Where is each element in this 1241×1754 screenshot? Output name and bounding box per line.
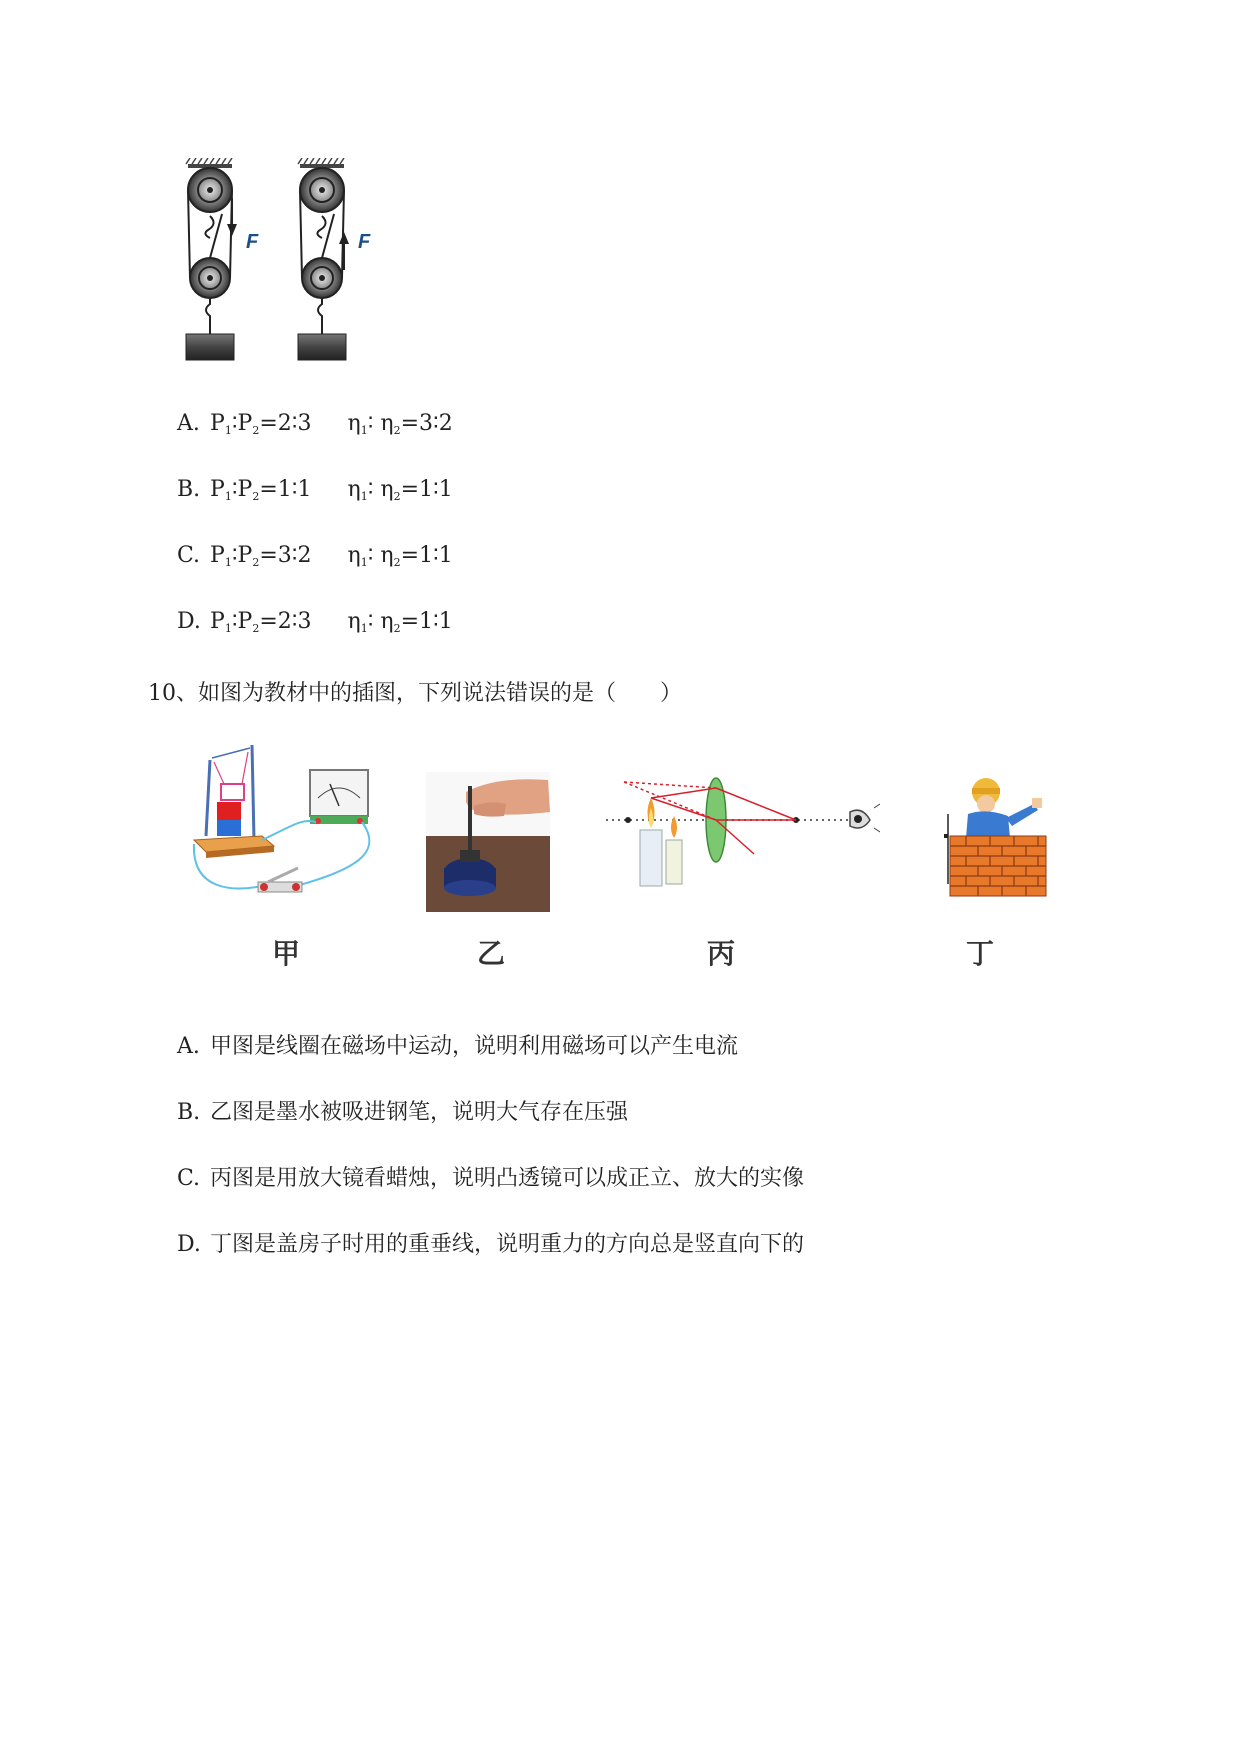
option-letter: A. (177, 411, 200, 436)
figure-label-bing: 丙 (707, 937, 736, 970)
option-text: 乙图是墨水被吸进钢笔，说明大气存在压强 (210, 1100, 629, 1125)
figure-ding (944, 774, 1048, 906)
option-letter: D. (177, 1232, 201, 1257)
pulley-system-left (186, 158, 237, 360)
option-letter: C. (177, 543, 201, 568)
q10-option-c[interactable] (177, 1161, 804, 1192)
q9-option-c[interactable]: C. $P_1∶P_2=3∶2$ $\eta_1∶$ $\eta_2=1∶1$ (177, 543, 453, 569)
pulley-system-right (298, 158, 349, 360)
q10-option-a[interactable] (177, 1029, 738, 1060)
q9-option-d[interactable]: D. $P_1∶P_2=2∶3$ $\eta_1∶$ $\eta_2=1∶1$ (177, 609, 453, 635)
option-letter: C. (177, 1166, 201, 1191)
option-letter: A. (177, 1034, 200, 1059)
figure-yi (426, 772, 550, 912)
q9-option-a[interactable]: A. $P_1∶P_2=2∶3$ $\eta_1∶$ $\eta_2=3∶2$ (177, 411, 453, 437)
q10-option-b[interactable] (177, 1095, 628, 1126)
pulley-figure (180, 158, 390, 370)
figure-label-jia: 甲 (272, 937, 301, 970)
q10-option-d[interactable] (177, 1227, 804, 1258)
option-letter: D. (177, 609, 201, 634)
q10-stem: 10、如图为教材中的插图，下列说法错误的是（ ） (148, 681, 682, 706)
figure-label-ding: 丁 (966, 937, 995, 970)
figure-bing (604, 768, 880, 896)
option-letter: B. (177, 1100, 201, 1125)
option-letter: B. (177, 477, 201, 502)
q9-option-b[interactable]: B. $P_1∶P_2=1∶1$ $\eta_1∶$ $\eta_2=1∶1$ (177, 477, 453, 503)
figure-jia (192, 740, 382, 912)
figure-label-yi: 乙 (477, 937, 506, 970)
force-label-right: F (358, 231, 371, 253)
option-text: 丁图是盖房子时用的重垂线，说明重力的方向总是竖直向下的 (210, 1232, 805, 1257)
force-label-left: F (246, 231, 259, 253)
option-text: 丙图是用放大镜看蜡烛，说明凸透镜可以成正立、放大的实像 (210, 1166, 805, 1191)
option-text: 甲图是线圈在磁场中运动，说明利用磁场可以产生电流 (210, 1034, 739, 1059)
